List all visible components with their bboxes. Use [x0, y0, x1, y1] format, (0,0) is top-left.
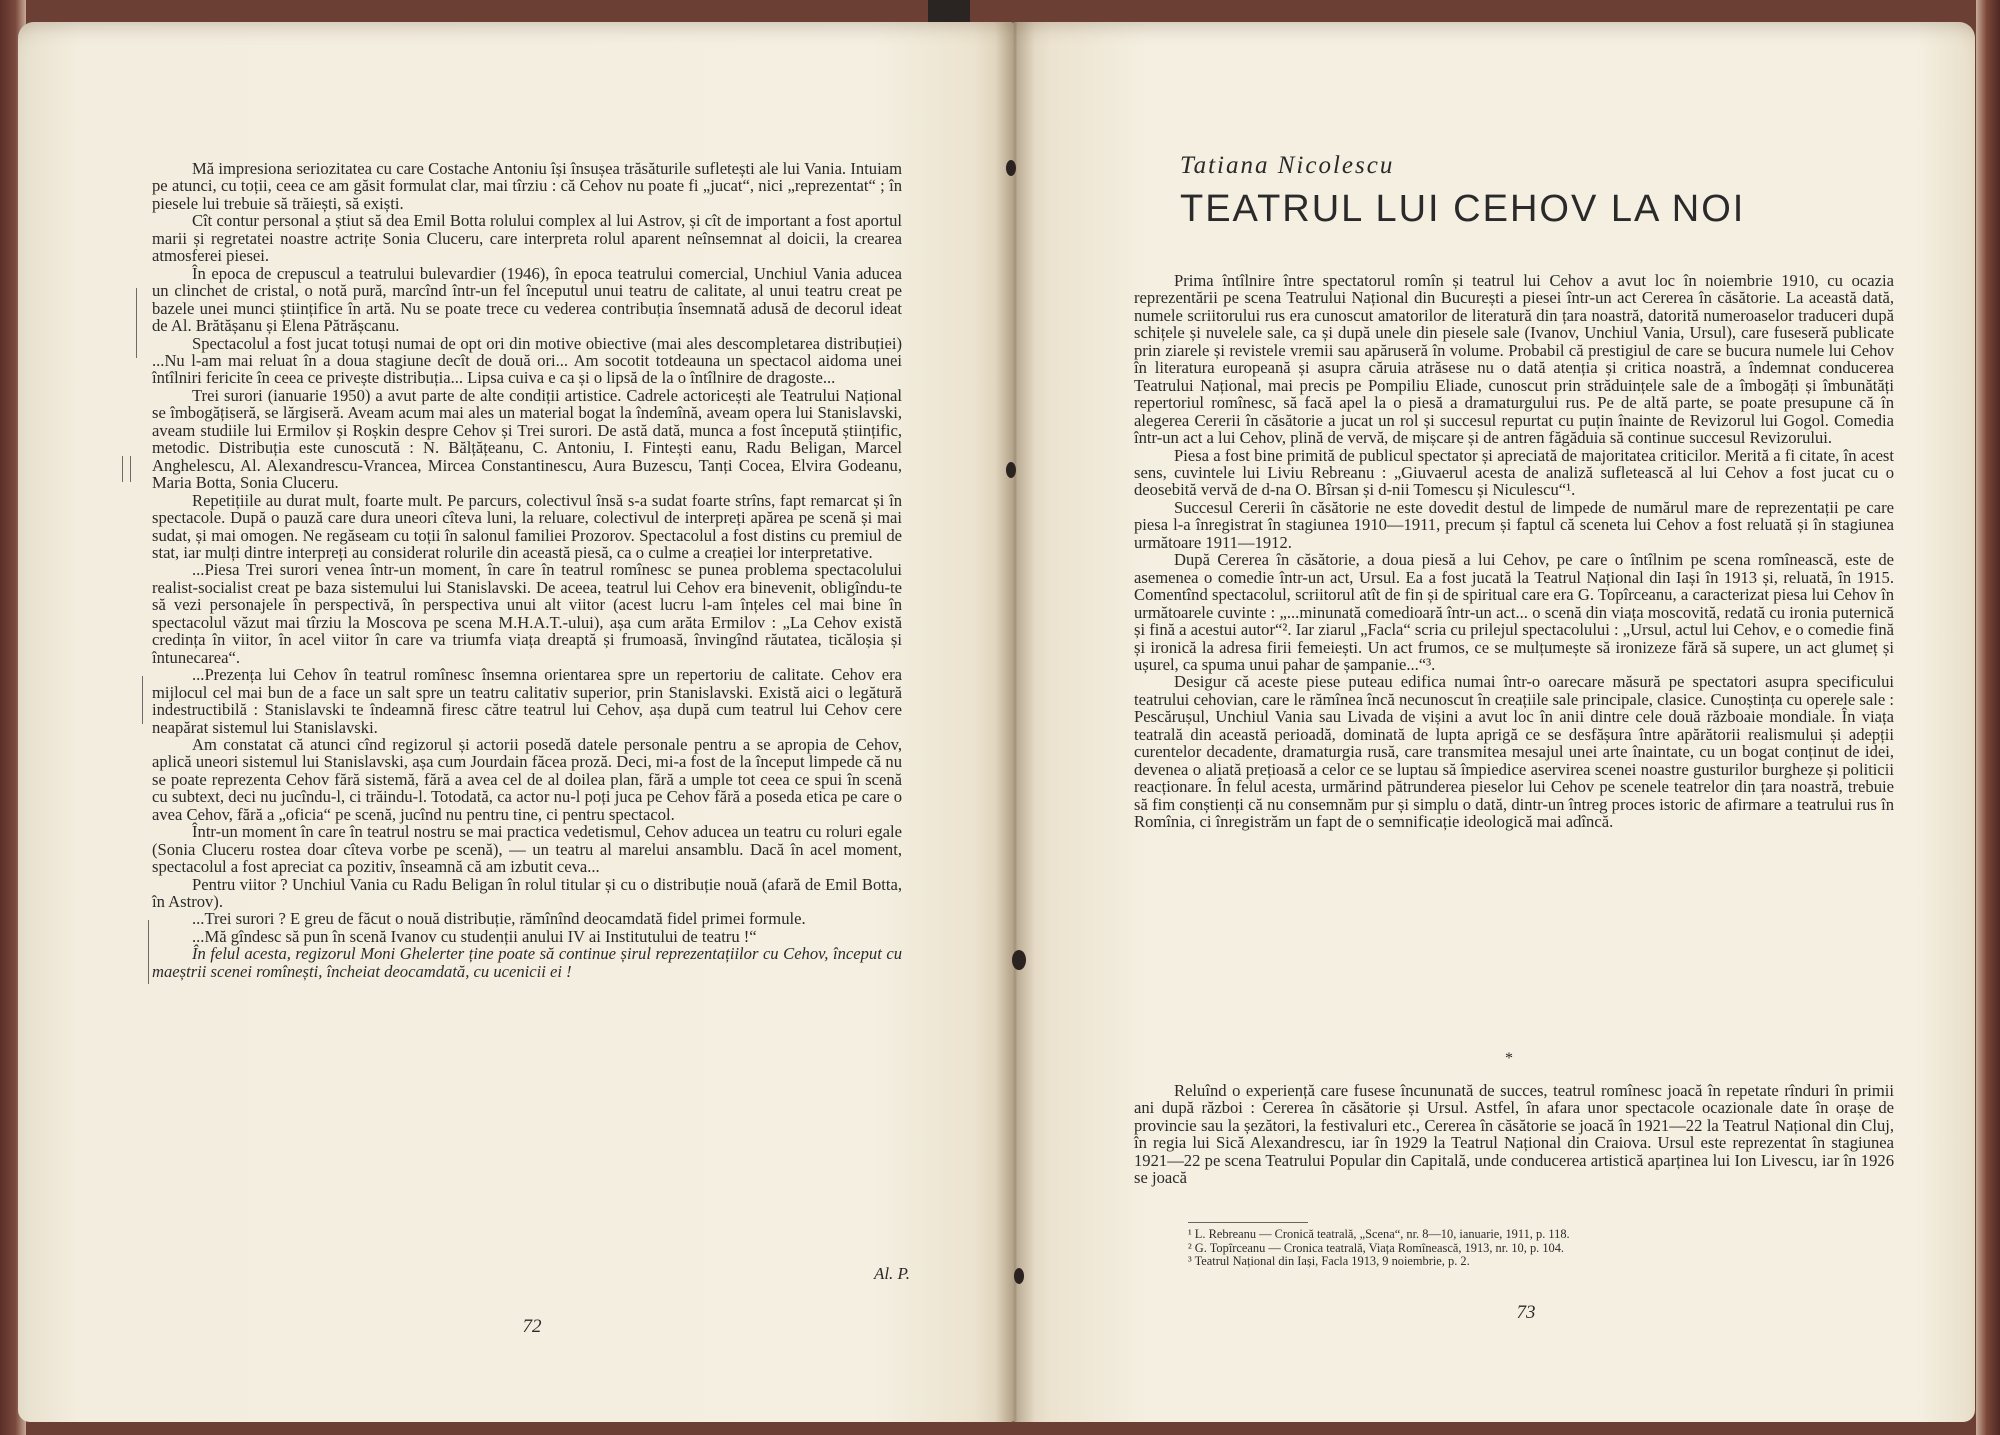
paragraph: Trei surori (ianuarie 1950) a avut parte de alte condiții artistice. Cadrele actoricești ale Teatrului Național se îmbogățiseră, se lărgiseră. Aveam acum mai ales un material bogat la îndemînă, aveam opera lui Stanislavski, aveam studiile lui Ermilov și Roșkin despre Cehov și Trei surori. De astă dată, munca a fost începută științific, metodic. Distribuția este cunoscută : N. Bălțățeanu, C. Antoniu, I. Fintești eanu, Radu Beligan, Marcel Anghelescu, Al. Alexandrescu-Vrancea, Mircea Constantinescu, Aura Buzescu, Tanți Cocea, Elvira Godeanu, Maria Botta, Sonia Cluceru. [152, 385, 902, 493]
pencil-margin-mark [148, 920, 149, 984]
paragraph: Reluînd o experiență care fusese încununată de succes, teatrul romînesc joacă în repetate rînduri în primii ani după război : Cererea în căsătorie și Ursul. Astfel, în afara unor spectacole ocazionale date în orașe de provincie sau la șezători, la festivaluri etc., Cererea în căsătorie se joacă în 1921—22 la Teatrul Național din Cluj, în regia lui Sică Alexandrescu, iar în 1929 la Teatrul Național din Craiova. Ursul este reprezentat în stagiunea 1921—22 pe scena Teatrului Popular din Capitală, unde conducerea artistică aparținea lui Ion Livescu, iar în 1926 se joacă [1134, 1081, 1894, 1188]
paragraph: ...Mă gîndesc să pun în scenă Ivanov cu studenții anului IV ai Institutului de teatru !“ [192, 926, 757, 946]
paragraph: Spectacolul a fost jucat totuși numai de opt ori din motive obiective (mai ales descompletarea distribuției) ...Nu l-am mai reluat în a doua stagiune decît de două ori... Am socotit totdeauna un spectacol aidoma unei întîlniri fericite în ceea ce privește distribuția... Lipsa cuiva e ca și o lipsă de la o întîlnire de dragoste... [152, 333, 902, 388]
right-page-body [1134, 272, 1894, 831]
paragraph: Într-un moment în care în teatrul nostru se mai practica vedetismul, Cehov aducea un teatru cu roluri egale (Sonia Cluceru rostea doar cîteva vorbe pe scenă), — un teatru al marelui ansamblu. Dacă în acel moment, spectacolul a fost apreciat ca pozitiv, înseamnă că am izbutit ceva... [152, 822, 902, 877]
author-signature: Al. P. [873, 1264, 910, 1283]
paragraph: ...Prezența lui Cehov în teatrul romînesc însemna orientarea spre un repertoriu de calitate. Cehov era mijlocul cel mai bun de a face un salt spre un teatru calitativ superior, prin Stanislavski. Există aici o legătură indestructibilă : Stanislavski te îndeamnă firesc către teatrul lui Cehov, așa după cum teatrul lui Cehov cere neapărat sistemul lui Stanislavski. [152, 665, 902, 737]
binding-hole [1006, 160, 1016, 176]
binding-hole [1012, 950, 1026, 970]
pencil-margin-mark [136, 288, 137, 358]
article-title: TEATRUL LUI CEHOV LA NOI [1180, 188, 1746, 230]
pencil-margin-mark [130, 456, 131, 482]
paragraph: În epoca de crepuscul a teatrului bulevardier (1946), în epoca teatrului comercial, Unchiul Vania aducea un clinchet de cristal, o notă pură, marcînd într-un fel începutul unui teatru de calitate, al unui teatru creat pe bazele unei munci științifice în artă. Nu se poate trece cu vederea contribuția însemnată adusă de decorul ideat de Al. Brătășanu și Elena Pătrășcanu. [152, 263, 902, 336]
footnotes [1188, 1228, 1748, 1269]
footnote-rule [1188, 1222, 1308, 1223]
paragraph: Desigur că aceste piese puteau edifica numai într-o oarecare măsură pe spectatori asupra specificului teatrului cehovian, care le rămînea încă necunoscut în creațiile sale principale, clasice. Cunoștința cu operele sale : Pescărușul, Unchiul Vania sau Livada de vișini a avut loc în anii dintre cele două războaie mondiale. În viața teatrală din această perioadă, dominată de lupta aprigă ce se desfășura între apărătorii realismului și adepții curentelor decadente, dramaturgia rusă, care transmitea mesajul unei arte înaintate, cu un bogat conținut de idei, devenea o aliată prețioasă a celor ce se luptau să împiedice aservirea scenei noastre gusturilor burgheze și politicii reacționare. În felul acesta, urmărind pătrunderea pieselor lui Cehov pe scenele teatrelor din țara noastră, trebuie să fim conștienți că nu consemnăm pur și simplu o dată, dintr-un întreg proces istoric de afirmare a teatrului rus în Romînia, ci înregistrăm un fapt de o semnificație ideologică mai adîncă. [1134, 672, 1894, 832]
paragraph-italic: În felul acesta, regizorul Moni Ghelerter ține poate să continue șirul reprezentațiilor cu Cehov, început cu maeștrii scenei romînești, încheiat deocamdată, cu ucenicii ei ! [152, 944, 902, 981]
pencil-margin-mark [122, 456, 123, 482]
paragraph: ...Piesa Trei surori venea într-un moment, în care în teatrul romînesc se punea problema spectacolului realist-socialist creat pe baza sistemului lui Stanislavski. De aceea, teatrul lui Cehov era binevenit, obligîndu-te să vezi personajele în perspectivă, în perspectiva unui alt viitor (acest lucru l-am înțeles cel mai bine în spectacolul văzut mai tîrziu la Moscova pe scena M.H.A.T.-ului), așa cum arăta Ermilov : „La Cehov există credința în viitor, în acel viitor în care va triumfa viața dreaptă și frumoasă, învingînd răutatea, ticăloșia și întunecarea“. [152, 560, 902, 667]
footnote: ¹ L. Rebreanu — Cronică teatrală, „Scena“, nr. 8—10, ianuarie, 1911, p. 118. [1188, 1227, 1570, 1241]
footnote: ² G. Topîrceanu — Cronica teatrală, Viața Romînească, 1913, nr. 10, p. 104. [1188, 1240, 1565, 1255]
paragraph: Succesul Cererii în căsătorie ne este dovedit destul de limpede de numărul mare de reprezentații pe care piesa l-a înregistrat în stagiunea 1910—1911, precum și faptul că sceneta lui Cehov a fost reluată și în stagiunea următoare 1911—1912. [1134, 497, 1894, 552]
book-cover-right-edge [1976, 0, 2000, 1435]
paragraph: Am constatat că atunci cînd regizorul și actorii posedă datele personale pentru a se apropia de Cehov, aplică uneori sistemul lui Stanislavski, așa cum Jourdain făcea proză. Deci, mi-a fost de la început limpede că nu se poate reprezenta Cehov fără sistemă, fără a avea cel de al doilea plan, fără a umple tot ceea ce spui în scenă cu subtext, deci nu jucîndu-l, ci trăindu-l. Totodată, ca actor nu-l poți juca pe Cehov fără a poseda etica pe care o avea Cehov, fără a „oficia“ pe scenă, jucînd nu pentru tine, ci pentru spectacol. [152, 734, 902, 824]
book-gutter [995, 22, 1035, 1422]
paragraph: Mă impresiona seriozitatea cu care Costache Antoniu își însușea trăsăturile sufletești ale lui Vania. Intuiam pe atunci, cu toții, ceea ce am găsit formulat clar, mai tîrziu : că Cehov nu poate fi „jucat“, nici „reprezentat“ ; în piesele lui trebuie să trăiești, să exiști. [152, 159, 902, 213]
section-separator: * [1505, 1050, 1513, 1067]
spine-tab [928, 0, 970, 22]
paragraph: ...Trei surori ? E greu de făcut o nouă distribuție, rămînînd deocamdată fidel primei formule. [192, 909, 806, 929]
paragraph: Piesa a fost bine primită de publicul spectator și apreciată de majoritatea criticilor. Merită a fi citate, în acest sens, cuvintele lui Liviu Rebreanu : „Giuvaerul acesta de analiză sufletească al lui Cehov a fost jucat cu o deosebită vervă de d-na O. Bîrsan și d-nii Tomescu și Niculescu“¹. [1134, 445, 1894, 500]
footnote: ³ Teatrul Național din Iași, Facla 1913, 9 noiembrie, p. 2. [1188, 1254, 1470, 1269]
paragraph: Pentru viitor ? Unchiul Vania cu Radu Beligan în rolul titular și cu o distribuție nouă (afară de Emil Botta, în Astrov). [152, 874, 902, 912]
binding-hole [1014, 1268, 1024, 1284]
paragraph: Repetițiile au durat mult, foarte mult. Pe parcurs, colectivul însă s-a sudat foarte strîns, fapt remarcat și în spectacole. După o pauză care dura uneori cîteva luni, la reluare, colectivul de interpreți apărea pe scenă și mai sudat, și mai omogen. Ne regăseam cu toții în salonul familiei Prozorov. Spectacolul a fost distins cu premiul de stat, iar mulți dintre interpreți au considerat rolurile din această piesă, ca o culme a creației lor interpretative. [152, 490, 902, 562]
left-page-body [152, 160, 902, 980]
page-number-left: 72 [522, 1316, 542, 1337]
paragraph: Prima întîlnire între spectatorul romîn și teatrul lui Cehov a avut loc în noiembrie 1910, cu ocazia reprezentării pe scena Teatrului Național din București a piesei într-un act Cererea în căsătorie. La această dată, numele scriitorului rus era cunoscut amatorilor de literatură din țara noastră, datorită numeroaselor traduceri după schițele și nuvelele sale, ca și după unele din piesele sale (Ivanov, Unchiul Vania, Ursul), care fuseseră publicate prin ziarele și revistele vremii sau apăruseră în volume. Probabil că prestigiul de care se bucura numele lui Cehov în literatura europeană și asupra căruia atrăsese nu o dată atenția și critica noastră, a îndemnat conducerea Teatrului Național, mai precis pe Pompiliu Eliade, cunoscut prin străduințele sale de a îmbogăți și îmbunătăți repertoriul romînesc, să facă apel la o piesă a dramaturgului rus. Pe de altă parte, se poate presupune că în alegerea Cererii în căsătorie a jucat un rol și succesul repurtat cu puțin înainte de Revizorul lui Gogol. Comedia într-un act a lui Cehov, plină de vervă, de mișcare și de antren făgăduia să continue succesul Revizorului. [1134, 271, 1894, 448]
paragraph: După Cererea în căsătorie, a doua piesă a lui Cehov, pe care o întîlnim pe scena romînească, este de asemenea o comedie într-un act, Ursul. Ea a fost jucată la Teatrul Național din Iași în 1913 și, reluată, în 1915. Comentînd spectacolul, scriitorul atît de fin și de spiritual care era G. Topîrceanu, a caracterizat piesa lui Cehov în următoarele cuvinte : „...minunată comedioară într-un act... o scenă din viața moscovită, redată cu ironia puternică și fină a acestui autor“². Iar ziarul „Facla“ scria cu prilejul spectacolului : „Ursul, actul lui Cehov, e o comedie fină și ironică la adresa firii femeiești. Un act frumos, ce se mulțumește să ironizeze fără să supere, un act glumeț și ușurel, ca spuma unui pahar de șampanie...“³. [1134, 550, 1894, 674]
article-author: Tatiana Nicolescu [1180, 152, 1395, 179]
right-page-body-continued [1134, 1082, 1894, 1187]
paragraph: Cît contur personal a știut să dea Emil Botta rolului complex al lui Astrov, și cît de important a fost aportul marii și regretatei noastre actrițe Sonia Cluceru, care interpreta rolul aparent neînsemnat al doicii, la crearea atmosferei piesei. [152, 211, 902, 266]
pencil-margin-mark [142, 676, 143, 724]
binding-hole [1006, 462, 1016, 478]
page-number-right: 73 [1516, 1302, 1536, 1323]
